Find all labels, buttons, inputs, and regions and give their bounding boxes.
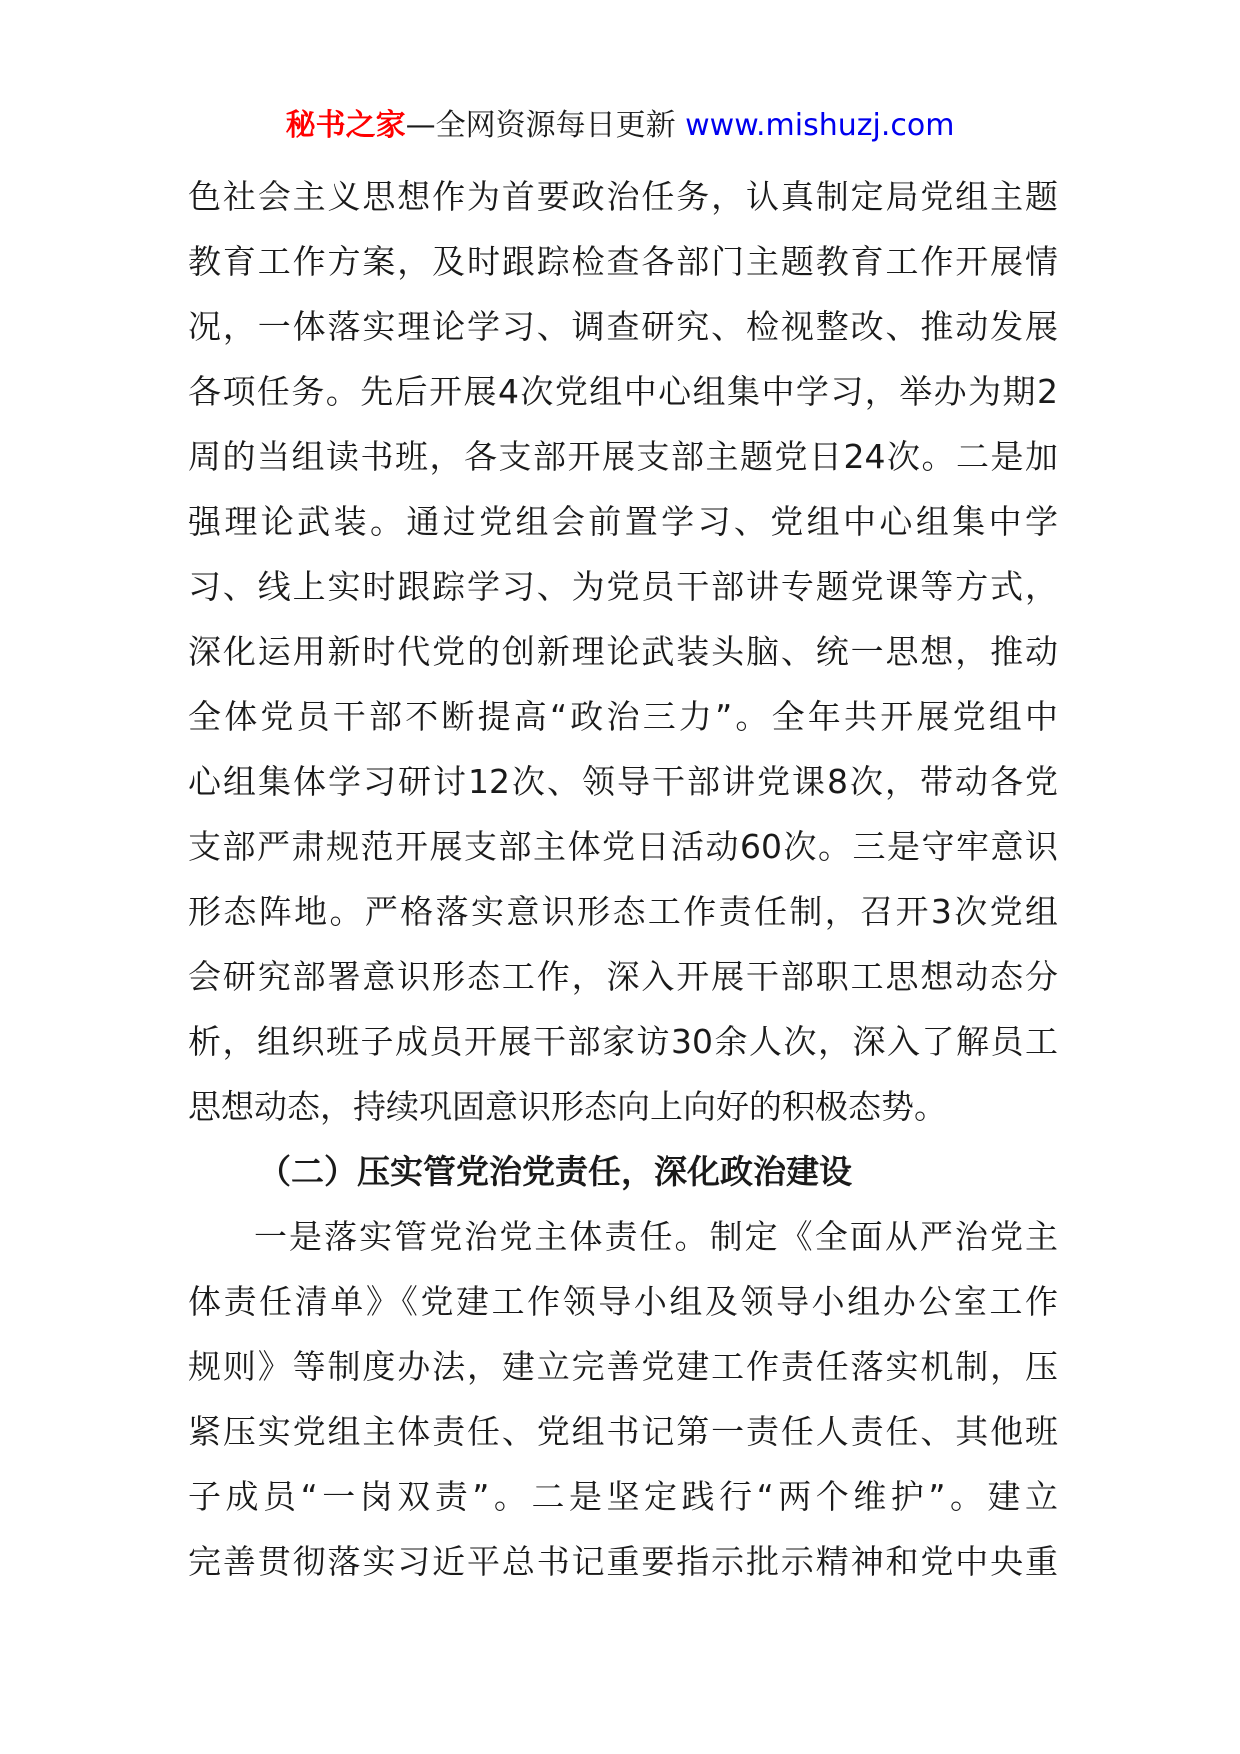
text-line: 各项任务。先后开展4次党组中心组集中学习，举办为期2 [188, 372, 1058, 411]
text-line: 子成员“一岗双责”。二是坚定践行“两个维护”。建立 [188, 1477, 1058, 1516]
text-line: 紧压实党组主体责任、党组书记第一责任人责任、其他班 [188, 1412, 1058, 1451]
text-line: 思想动态，持续巩固意识形态向上向好的积极态势。 [188, 1087, 947, 1126]
text-line: 形态阵地。严格落实意识形态工作责任制，召开3次党组 [188, 892, 1058, 931]
brand-name: 秘书之家 [285, 108, 406, 143]
text-line: 况，一体落实理论学习、调查研究、检视整改、推动发展 [188, 307, 1058, 346]
text-line: 全体党员干部不断提高“政治三力”。全年共开展党组中 [188, 697, 1058, 736]
text-line: 体责任清单》《党建工作领导小组及领导小组办公室工作 [188, 1282, 1058, 1321]
page-header [0, 104, 1240, 148]
text-line: 周的当组读书班，各支部开展支部主题党日24次。二是加 [188, 437, 1058, 476]
text-line: 教育工作方案，及时跟踪检查各部门主题教育工作开展情 [188, 242, 1058, 281]
text-line: 规则》等制度办法，建立完善党建工作责任落实机制，压 [188, 1347, 1058, 1386]
section-heading: （二）压实管党治党责任，深化政治建设 [258, 1152, 852, 1191]
text-line: 习、线上实时跟踪学习、为党员干部讲专题党课等方式， [188, 567, 1058, 606]
text-line: 深化运用新时代党的创新理论武装头脑、统一思想，推动 [188, 632, 1058, 671]
document-body [188, 164, 1058, 1594]
text-line: 支部严肃规范开展支部主体党日活动60次。三是守牢意识 [188, 827, 1058, 866]
text-line: 心组集体学习研讨12次、领导干部讲党课8次，带动各党 [188, 762, 1058, 801]
text-line: 一是落实管党治党主体责任。制定《全面从严治党主 [254, 1217, 1058, 1256]
text-line: 色社会主义思想作为首要政治任务，认真制定局党组主题 [188, 177, 1058, 216]
text-line: 会研究部署意识形态工作，深入开展干部职工思想动态分 [188, 957, 1058, 996]
text-line: 强理论武装。通过党组会前置学习、党组中心组集中学 [188, 502, 1058, 541]
header-tagline: —全网资源每日更新 [405, 108, 686, 143]
text-line: 析，组织班子成员开展干部家访30余人次，深入了解员工 [188, 1022, 1058, 1061]
site-url-link[interactable]: www.mishuzj.com [685, 108, 955, 143]
text-line: 完善贯彻落实习近平总书记重要指示批示精神和党中央重 [188, 1542, 1058, 1581]
